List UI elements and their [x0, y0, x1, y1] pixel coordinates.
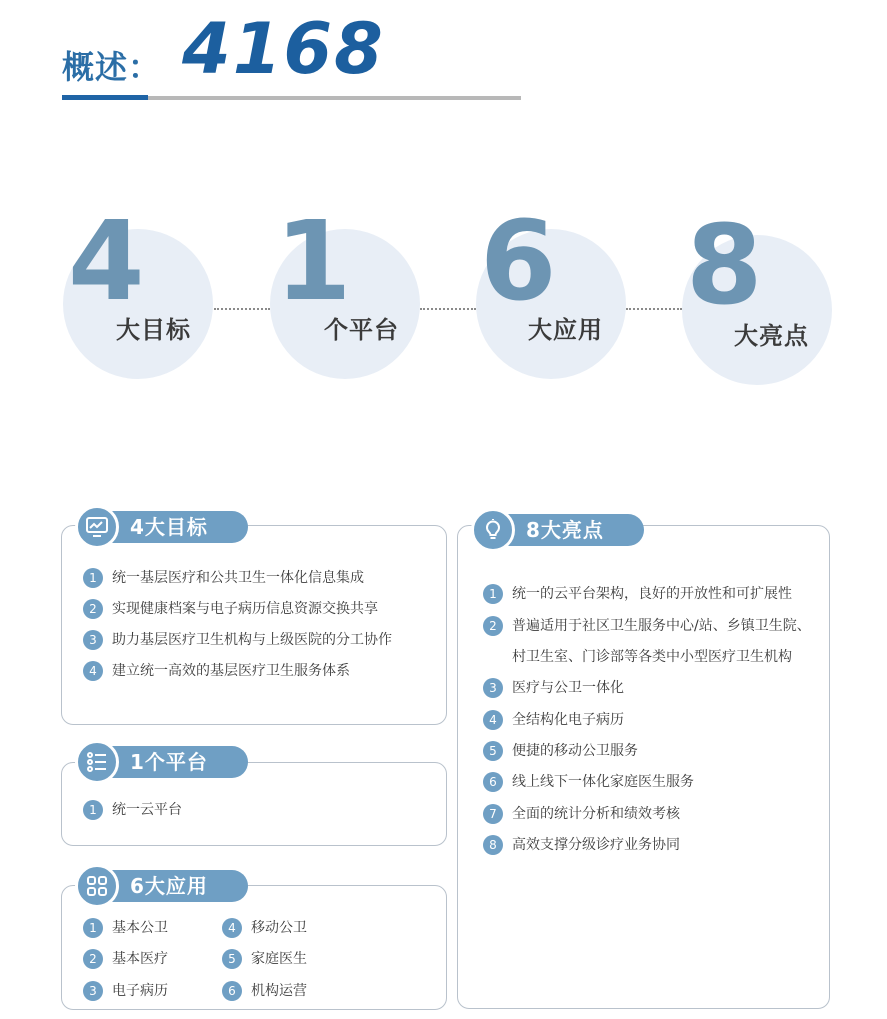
dotted-connector	[626, 308, 682, 310]
stat-label-platform: 个平台	[324, 316, 399, 344]
dotted-connector	[214, 308, 270, 310]
list-item: 5 便捷的移动公卫服务	[483, 740, 638, 762]
list-item: 1 基本公卫	[83, 917, 168, 939]
goals-title: 4大目标	[80, 511, 248, 543]
list-item: 2 普遍适用于社区卫生服务中心/站、乡镇卫生院、	[483, 615, 811, 637]
stat-number-apps: 6	[480, 197, 557, 325]
list-item: 4 建立统一高效的基层医疗卫生服务体系	[83, 660, 350, 682]
list-item: 2 基本医疗	[83, 948, 168, 970]
apps-title: 6大应用	[80, 870, 248, 902]
list-item: 6 机构运营	[222, 980, 307, 1002]
grid-apps-icon	[75, 864, 119, 908]
list-item-continuation: 村卫生室、门诊部等各类中小型医疗卫生机构	[512, 649, 792, 665]
page-title-number: 4168	[182, 8, 385, 90]
stat-label-highlights: 大亮点	[734, 322, 809, 350]
list-item: 7 全面的统计分析和绩效考核	[483, 803, 680, 825]
highlights-title: 8大亮点	[476, 514, 644, 546]
monitor-chart-icon	[75, 505, 119, 549]
lightbulb-icon	[471, 508, 515, 552]
goals-card	[61, 525, 447, 725]
stat-label-apps: 大应用	[528, 316, 603, 344]
list-item: 5 家庭医生	[222, 948, 307, 970]
stat-number-platform: 1	[275, 197, 352, 325]
title-underline-accent	[62, 95, 148, 100]
list-item: 1 统一基层医疗和公共卫生一体化信息集成	[83, 567, 364, 589]
list-item: 3 助力基层医疗卫生机构与上级医院的分工协作	[83, 629, 392, 651]
list-item: 3 医疗与公卫一体化	[483, 677, 624, 699]
network-list-icon	[75, 740, 119, 784]
list-item: 1 统一的云平台架构，良好的开放性和可扩展性	[483, 583, 792, 605]
platform-title: 1个平台	[80, 746, 248, 778]
list-item: 4 移动公卫	[222, 917, 307, 939]
list-item: 4 全结构化电子病历	[483, 709, 624, 731]
list-item: 2 实现健康档案与电子病历信息资源交换共享	[83, 598, 378, 620]
list-item: 3 电子病历	[83, 980, 168, 1002]
dotted-connector	[420, 308, 476, 310]
stat-number-goals: 4	[68, 197, 145, 325]
stat-number-highlights: 8	[686, 201, 763, 329]
list-item: 8 高效支撑分级诊疗业务协同	[483, 834, 680, 856]
list-item: 6 线上线下一体化家庭医生服务	[483, 771, 694, 793]
stat-label-goals: 大目标	[116, 316, 191, 344]
list-item: 1 统一云平台	[83, 799, 182, 821]
page-title-label: 概述：	[62, 48, 162, 86]
